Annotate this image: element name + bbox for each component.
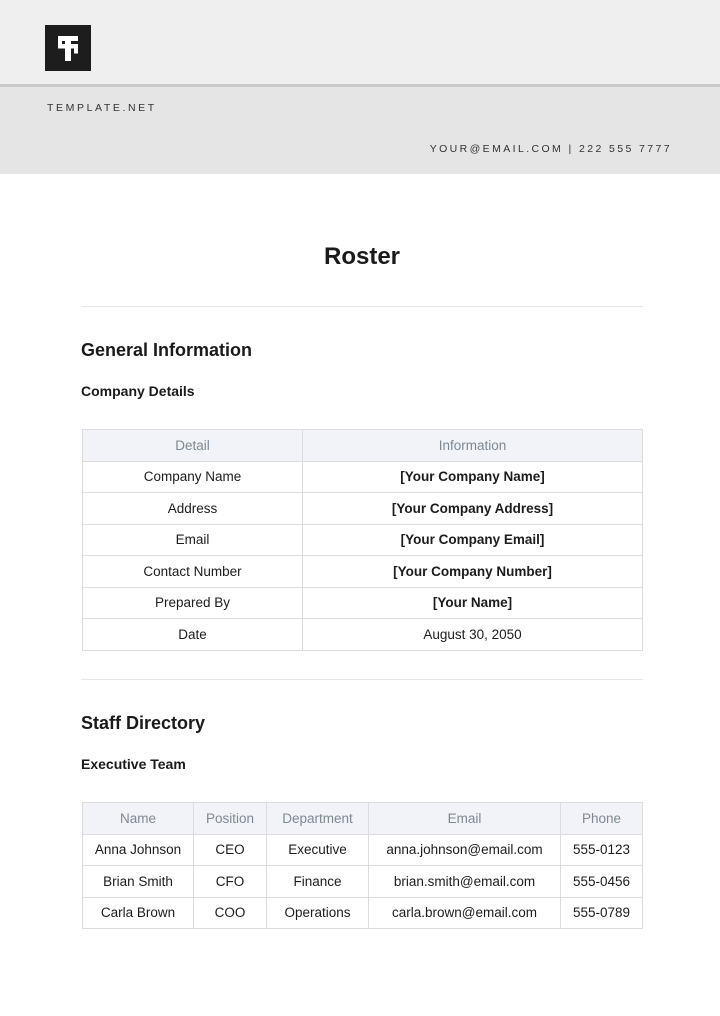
email-cell: anna.johnson@email.com [369,834,561,866]
table-row [83,524,643,556]
email-cell: brian.smith@email.com [369,866,561,898]
header-bottom-band [0,87,720,174]
information-cell: [Your Company Name] [303,461,643,493]
name-cell: Carla Brown [83,897,194,929]
company-details-subheading: Company Details [81,383,195,399]
table-row [83,587,643,619]
detail-cell: Contact Number [83,556,303,588]
detail-cell: Address [83,493,303,525]
information-cell: [Your Company Number] [303,556,643,588]
phone-cell: 555-0123 [561,834,643,866]
detail-cell: Date [83,619,303,651]
column-header: Name [83,803,194,835]
column-header: Department [267,803,369,835]
position-cell: COO [194,897,267,929]
executive-team-subheading: Executive Team [81,756,186,772]
table-row [83,866,643,898]
department-cell: Executive [267,834,369,866]
phone-cell: 555-0456 [561,866,643,898]
phone-cell: 555-0789 [561,897,643,929]
table-row [83,834,643,866]
section-divider [81,306,643,307]
detail-cell: Prepared By [83,587,303,619]
information-cell: [Your Company Address] [303,493,643,525]
detail-cell: Company Name [83,461,303,493]
name-cell: Brian Smith [83,866,194,898]
page-title: Roster [323,243,401,270]
column-header: Phone [561,803,643,835]
column-header: Position [194,803,267,835]
position-cell: CEO [194,834,267,866]
table-header-row [83,803,643,835]
staff-directory-heading: Staff Directory [81,713,206,733]
staff-directory-table [82,802,643,929]
email-cell: carla.brown@email.com [369,897,561,929]
table-row [83,493,643,525]
table-row [83,461,643,493]
information-cell: [Your Company Email] [303,524,643,556]
detail-cell: Email [83,524,303,556]
brand-name: TEMPLATE.NET [47,102,157,114]
column-header: Email [369,803,561,835]
general-information-heading: General Information [81,340,253,360]
header-top-band [0,0,720,84]
contact-info: YOUR@EMAIL.COM | 222 555 7777 [429,143,672,155]
section-divider [81,679,643,680]
information-cell: August 30, 2050 [303,619,643,651]
information-cell: [Your Name] [303,587,643,619]
template-net-logo-icon[interactable] [45,25,91,71]
table-header-row [83,430,643,462]
company-details-table [82,429,643,651]
name-cell: Anna Johnson [83,834,194,866]
column-header: Detail [83,430,303,462]
table-row [83,897,643,929]
position-cell: CFO [194,866,267,898]
table-row [83,619,643,651]
department-cell: Finance [267,866,369,898]
table-row [83,556,643,588]
column-header: Information [303,430,643,462]
department-cell: Operations [267,897,369,929]
